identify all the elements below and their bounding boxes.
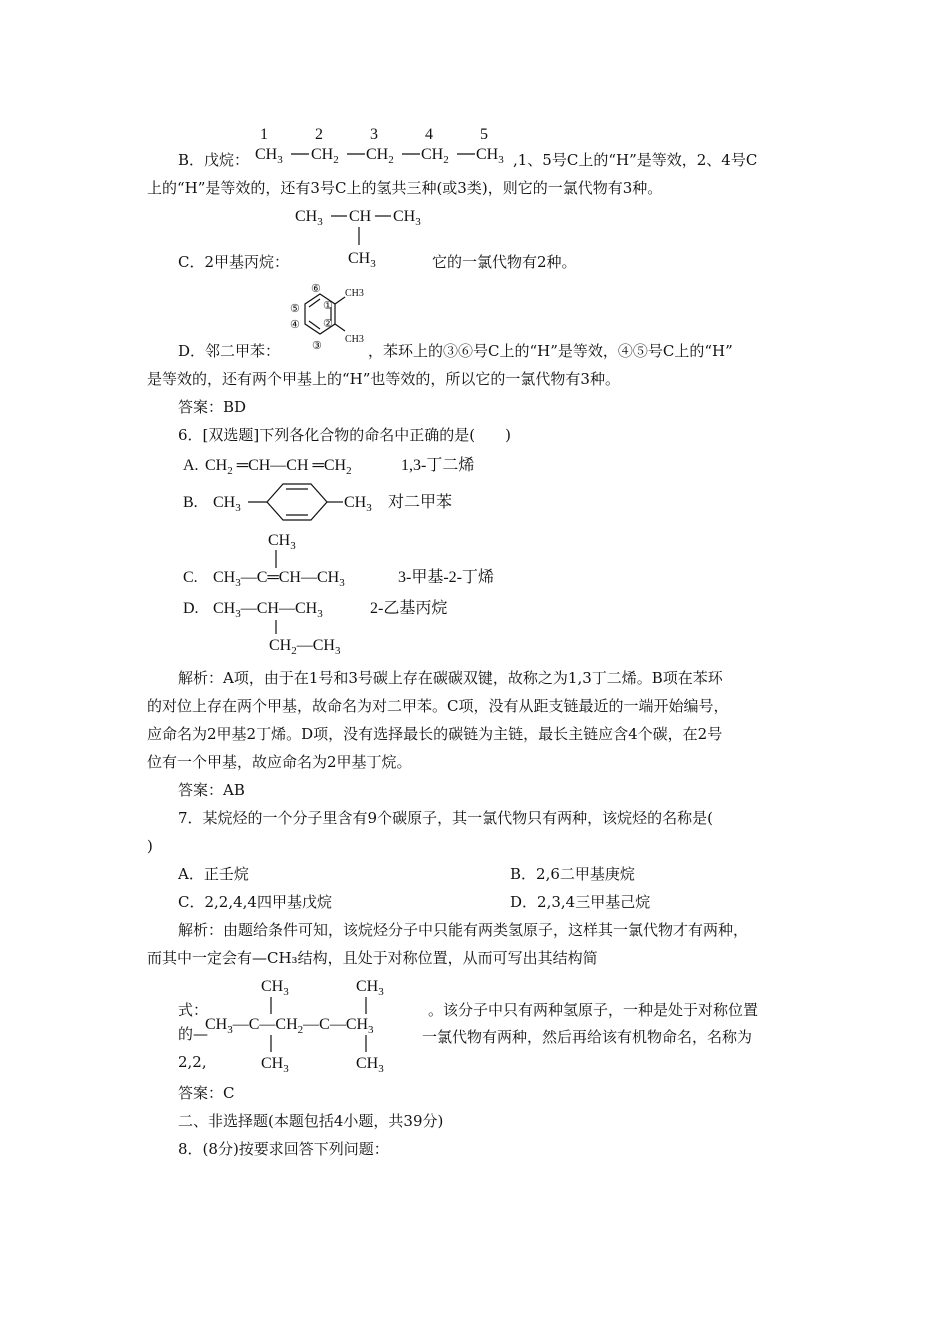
q5-b-text1: ,1、5号C上的“H”是等效，2、4号C: [513, 151, 758, 169]
q6-b-name: 对二甲苯: [388, 494, 453, 511]
q6-a-label: A.: [183, 457, 199, 474]
q5-b-label: B．戊烷：: [178, 151, 250, 169]
pentane-ch2-c: $CH_2$: [421, 146, 449, 166]
oxylene-num-6: ⑥: [311, 283, 321, 295]
isobutane-structure: [295, 203, 445, 271]
q5-d-text2: 是等效的，还有两个甲基上的“H”也等效的，所以它的一氯代物有3种。: [147, 370, 620, 388]
pentane-num-4: 4: [425, 126, 433, 143]
q6-a-name: 1,3-丁二烯: [401, 457, 475, 474]
q7-analysis-1: 解析：由题给条件可知，该烷烃分子中只能有两类氢原子，这样其一氯代物才有两种，: [178, 921, 749, 939]
q6-b-ch3-right: $CH_3$: [344, 494, 372, 514]
q6-c-label: C.: [183, 569, 198, 586]
pentane-num-3: 3: [370, 126, 378, 143]
q6-c-formula: $CH_3—C═CH—CH_3$: [213, 569, 345, 589]
isobutane-ch3-right: $CH_3$: [393, 208, 421, 228]
q6-c-name: 3-甲基-2-丁烯: [398, 569, 494, 586]
q6-b-label: B.: [183, 494, 198, 511]
q5-c-label: C．2甲基丙烷：: [178, 253, 290, 271]
q7-top-ch3-right: $CH_3$: [356, 978, 384, 998]
oxylene-num-2: ②: [323, 318, 333, 330]
oxylene-num-1: ①: [323, 300, 333, 312]
q5-b-text2: 上的“H”是等效的，还有3号C上的氢共三种(或3类)，则它的一氯代物有3种。: [147, 179, 663, 197]
q6-option-d: [183, 594, 503, 658]
q6-option-a: [183, 451, 503, 479]
q8-stem: 8．(8分)按要求回答下列问题：: [178, 1140, 389, 1158]
q6-d-formula: $CH_3—CH—CH_3$: [213, 600, 323, 620]
q6-d-name: 2-乙基丙烷: [370, 600, 448, 617]
oxylene-methyl-1: CH3: [345, 288, 364, 299]
q7-option-a: A．正壬烷: [178, 865, 249, 883]
oxylene-num-3: ③: [312, 340, 322, 352]
q6-analysis-2: 的对位上存在两个甲基，故命名为对二甲苯。C项，没有从距支链最近的一端开始编号，: [147, 697, 729, 715]
q7-structure: [205, 972, 427, 1076]
q6-a-formula: $CH_2$ ═CH—CH $═CH_2$: [205, 457, 352, 477]
q7-de: 的—: [178, 1025, 209, 1043]
isobutane-ch3-left: $CH_3$: [295, 208, 323, 228]
oxylene-structure: [285, 280, 375, 356]
q5-answer: 答案：BD: [178, 398, 247, 416]
q6-d-bottom: $CH_2—CH_3$: [269, 637, 341, 657]
q7-bottom-ch3-right: $CH_3$: [356, 1055, 384, 1075]
q7-stem-2: ): [147, 837, 153, 855]
part2-heading: 二、非选择题(本题包括4小题，共39分): [178, 1112, 444, 1130]
pentane-num-2: 2: [315, 126, 323, 143]
q7-option-b: B．2,6二甲基庚烷: [510, 865, 635, 883]
pentane-ch3-left: $CH_3$: [255, 146, 283, 166]
oxylene-num-5: ⑤: [290, 303, 300, 315]
isobutane-ch: CH: [349, 208, 372, 225]
q7-stem-1: 7．某烷烃的一个分子里含有9个碳原子，其一氯代物只有两种，该烷烃的名称是(: [178, 809, 713, 827]
q6-stem: 6．[双选题]下列各化合物的命名中正确的是( ): [178, 426, 511, 444]
pentane-ch2-a: $CH_2$: [311, 146, 339, 166]
q6-analysis-4: 位有一个甲基，故应命名为2甲基丁烷。: [147, 753, 412, 771]
q7-main: $CH_3—C—CH_2—C—CH_3$: [205, 1016, 374, 1036]
q7-bottom-ch3-left: $CH_3$: [261, 1055, 289, 1075]
q7-num22: 2,2,: [178, 1053, 207, 1071]
q5-c-text: 它的一氯代物有2种。: [432, 253, 577, 271]
pentane-ch3-right: $CH_3$: [476, 146, 504, 166]
q7-top-ch3-left: $CH_3$: [261, 978, 289, 998]
q7-after-1: 。该分子中只有两种氢原子，一种是处于对称位置: [428, 1001, 759, 1019]
q7-analysis-2: 而其中一定会有—CH₃结构，且处于对称位置，从而可写出其结构简: [147, 949, 598, 967]
q5-d-text1: ，苯环上的③⑥号C上的“H”是等效，④⑤号C上的“H”: [368, 342, 733, 360]
oxylene-methyl-2: CH3: [345, 334, 364, 345]
q7-answer: 答案：C: [178, 1084, 235, 1102]
q7-option-c: C．2,2,4,4四甲基戊烷: [178, 893, 332, 911]
isobutane-ch3-bottom: $CH_3$: [348, 250, 376, 270]
q7-shi: 式：: [178, 1001, 209, 1019]
q7-after-2: 一氯代物有两种，然后再给该有机物命名，名称为: [422, 1028, 753, 1046]
q6-c-top-ch3: $CH_3$: [268, 532, 296, 552]
q6-option-c: [183, 528, 523, 588]
oxylene-num-4: ④: [290, 319, 300, 331]
q5-d-label: D．邻二甲苯：: [178, 342, 281, 360]
q6-analysis-3: 应命名为2甲基2丁烯。D项，没有选择最长的碳链为主链，最长主链应含4个碳，在2号: [147, 725, 723, 743]
q6-option-b: [183, 480, 483, 524]
pentane-structure: [255, 122, 520, 170]
q6-answer: 答案：AB: [178, 781, 245, 799]
pentane-ch2-b: $CH_2$: [366, 146, 394, 166]
pentane-num-1: 1: [260, 126, 268, 143]
q6-analysis-1: 解析：A项，由于在1号和3号碳上存在碳碳双键，故称之为1,3丁二烯。B项在苯环: [178, 669, 723, 687]
q6-b-ch3-left: $CH_3$: [213, 494, 241, 514]
q7-option-d: D．2,3,4三甲基己烷: [510, 893, 651, 911]
q6-d-label: D.: [183, 600, 199, 617]
pentane-num-5: 5: [480, 126, 488, 143]
